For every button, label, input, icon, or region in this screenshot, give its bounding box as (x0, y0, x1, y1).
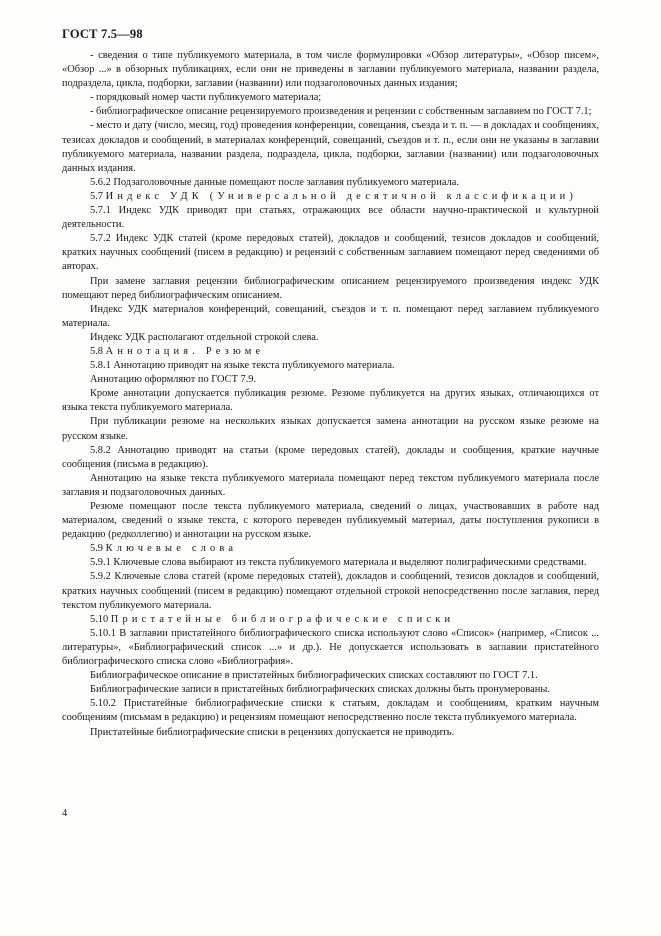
paragraph: 5.8.1 Аннотацию приводят на языке текста публикуемого материала. (90, 360, 395, 372)
paragraph: 5.9.1 Ключевые слова выбирают из текста публикуемого материала и выделяют полиграфическими средствами. (90, 557, 587, 569)
section-title: Аннотация. Резюме (105, 345, 265, 357)
paragraph: 5.9.2 Ключевые слова статей (кроме передовых статей), докладов и сообщений, тезисов докладов и сообщений, кратких научных сообщений (писем в редакцию) помещают отдельной строкой непосредственно после заглавия, перед текстом публикуемого материала. (62, 571, 599, 611)
section-number: 5.9 (90, 543, 103, 555)
paragraph: Аннотацию на языке текста публикуемого материала помещают перед текстом публикуемого материала после заглавия и подзаголовочных данных. (62, 472, 599, 498)
section-heading-5-10 (62, 613, 599, 627)
section-heading-5-9 (62, 542, 599, 556)
paragraph: 5.6.2 Подзаголовочные данные помещают после заглавия публикуемого материала. (90, 176, 459, 188)
paragraph: Пристатейные библиографические списки в рецензиях допускается не приводить. (90, 726, 455, 738)
section-heading-5-8 (62, 345, 599, 359)
section-number: 5.10 (90, 613, 109, 625)
section-heading-5-7 (62, 190, 599, 204)
section-number: 5.7 (90, 190, 103, 202)
paragraph: - библиографическое описание рецензируемого произведения и рецензии с собственным заглавием по ГОСТ 7.1; (90, 106, 592, 118)
section-number: 5.8 (90, 345, 103, 357)
paragraph: Индекс УДК располагают отдельной строкой слева. (90, 331, 319, 343)
paragraph: Резюме помещают после текста публикуемого материала, сведений о лицах, участвовавших в работе над материалом, сведений о языке текста, с которого переведен публикуемый материал, даты поступления рукописи в редакцию (редколлегию) и аннотации на русском языке. (62, 501, 599, 541)
paragraph: 5.7.2 Индекс УДК статей (кроме передовых статей), докладов и сообщений, тезисов докладов и сообщений, кратких научных сообщений (писем в редакцию) и рецензий с собственным заглавием помещают перед сведениями об авторах. (62, 233, 599, 273)
paragraph: 5.8.2 Аннотацию приводят на статьи (кроме передовых статей), доклады и сообщения, краткие научные сообщения (письма в редакцию). (62, 444, 599, 470)
paragraph: При публикации резюме на нескольких языках допускается замена аннотации на русском языке резюме на русском языке. (62, 416, 599, 442)
paragraph: Библиографическое описание в пристатейных библиографических списках составляют по ГОСТ 7.1. (90, 670, 538, 682)
paragraph: - место и дату (число, месяц, год) проведения конференции, совещания, съезда и т. п. — в докладах и сообщениях, тезисах докладов и сообщений, в материалах конференций, совещаний, съездов и т. п., если они не указаны в заглавии публикуемого материала, названии раздела, подраздела, цикла, подборки, заглавии (названии) или подзаголовочных данных издания. (62, 120, 599, 174)
paragraph: - сведения о типе публикуемого материала, в том числе формулировки «Обзор литературы», «Обзор писем», «Обзор ...» в обзорных публикациях, если они не приведены в заглавии публикуемого материала, названии раздела, подраздела, цикла, подборки, заглавии (названии) или подзаголовочных данных издания; (62, 50, 599, 90)
section-title: Ключевые слова (105, 543, 238, 555)
paragraph: - порядковый номер части публикуемого материала; (90, 92, 322, 104)
paragraph: Индекс УДК материалов конференций, совещаний, съездов и т. п. помещают перед заглавием публикуемого материала. (62, 303, 599, 329)
section-title: Пристатейные библиографические списки (110, 613, 455, 625)
document-header: ГОСТ 7.5—98 (62, 27, 143, 41)
paragraph: Кроме аннотации допускается публикация резюме. Резюме публикуется на других языках, отличающихся от языка текста публикуемого материала. (62, 388, 599, 414)
document-body (62, 49, 599, 740)
paragraph: Аннотацию оформляют по ГОСТ 7.9. (90, 374, 257, 386)
paragraph: 5.7.1 Индекс УДК приводят при статьях, отражающих все области научно-практической и культурной деятельности. (62, 205, 599, 231)
section-title: Индекс УДК (Универсальной десятичной классификации) (105, 190, 578, 202)
paragraph: Библиографические записи в пристатейных библиографических списках должны быть пронумерованы. (90, 684, 550, 696)
page-number: 4 (62, 808, 68, 819)
paragraph: 5.10.2 Пристатейные библиографические списки к статьям, докладам и сообщениям, кратким научным сообщениям (письмам в редакцию) и рецензиям помещают непосредственно после текста публикуемого материала. (62, 698, 599, 724)
paragraph: 5.10.1 В заглавии пристатейного библиографического списка используют слово «Список» (например, «Список ... литературы», «Библиографический список ...» и др.). Не допускается использовать в заглавии пристатейного библиографического списка слово «Библиография». (62, 627, 599, 668)
paragraph: При замене заглавия рецензии библиографическим описанием рецензируемого произведения индекс УДК помещают перед библиографическим описанием. (62, 275, 599, 301)
